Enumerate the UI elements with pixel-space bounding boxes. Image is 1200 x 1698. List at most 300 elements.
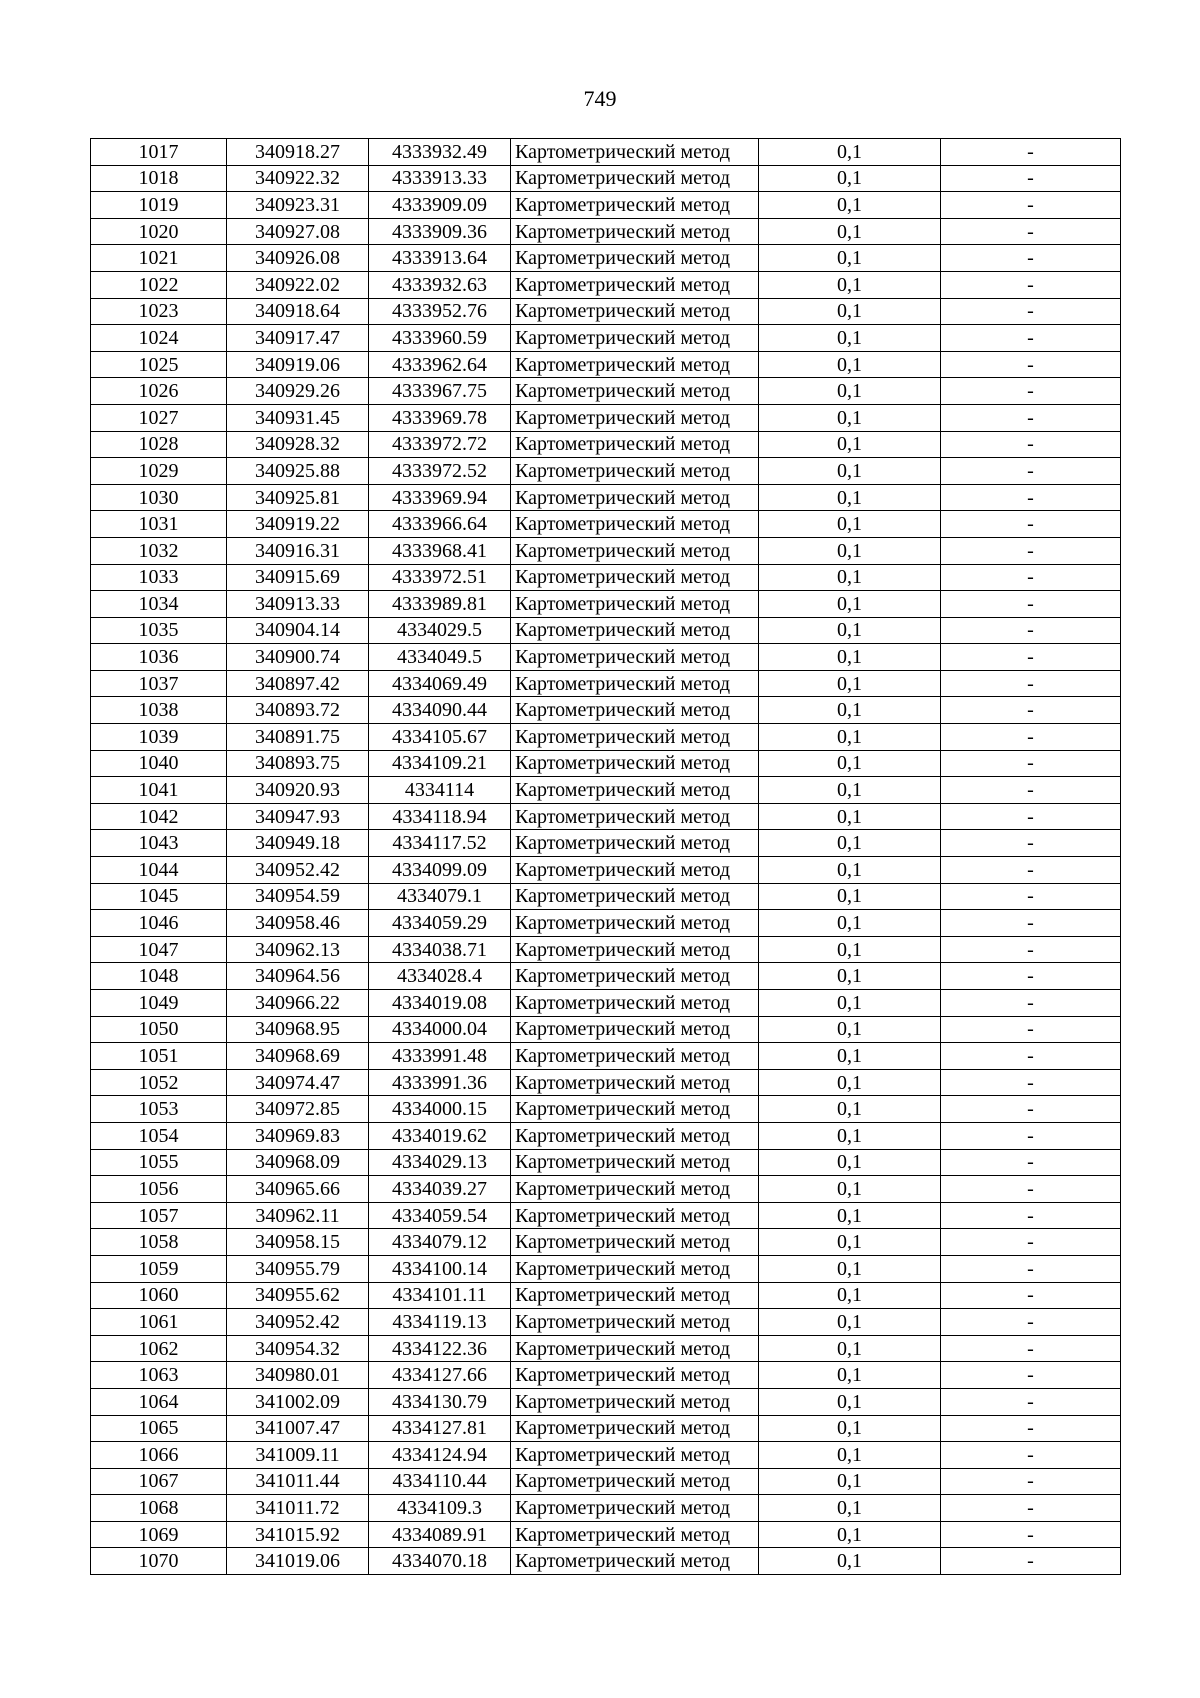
- note-cell: -: [941, 1282, 1121, 1309]
- table-row: [91, 857, 1121, 884]
- x-coordinate-cell: 340966.22: [227, 990, 369, 1017]
- accuracy-cell: 0,1: [759, 963, 941, 990]
- accuracy-cell: 0,1: [759, 670, 941, 697]
- x-coordinate-cell: 340917.47: [227, 325, 369, 352]
- y-coordinate-cell: 4334049.5: [369, 644, 511, 671]
- x-coordinate-cell: 340919.22: [227, 511, 369, 538]
- method-cell: Картометрический метод: [511, 936, 759, 963]
- table-row: [91, 245, 1121, 272]
- y-coordinate-cell: 4333952.76: [369, 298, 511, 325]
- method-cell: Картометрический метод: [511, 777, 759, 804]
- y-coordinate-cell: 4333969.78: [369, 404, 511, 431]
- y-coordinate-cell: 4334039.27: [369, 1176, 511, 1203]
- table-row: [91, 1309, 1121, 1336]
- accuracy-cell: 0,1: [759, 777, 941, 804]
- y-coordinate-cell: 4334000.04: [369, 1016, 511, 1043]
- x-coordinate-cell: 341019.06: [227, 1548, 369, 1575]
- point-number-cell: 1029: [91, 458, 227, 485]
- accuracy-cell: 0,1: [759, 644, 941, 671]
- table-row: [91, 298, 1121, 325]
- x-coordinate-cell: 340969.83: [227, 1122, 369, 1149]
- y-coordinate-cell: 4333989.81: [369, 591, 511, 618]
- table-row: [91, 936, 1121, 963]
- y-coordinate-cell: 4334019.62: [369, 1122, 511, 1149]
- accuracy-cell: 0,1: [759, 1495, 941, 1522]
- table-row: [91, 1016, 1121, 1043]
- y-coordinate-cell: 4334000.15: [369, 1096, 511, 1123]
- note-cell: -: [941, 378, 1121, 405]
- method-cell: Картометрический метод: [511, 1548, 759, 1575]
- y-coordinate-cell: 4334059.29: [369, 910, 511, 937]
- point-number-cell: 1047: [91, 936, 227, 963]
- y-coordinate-cell: 4334122.36: [369, 1335, 511, 1362]
- note-cell: -: [941, 1415, 1121, 1442]
- x-coordinate-cell: 340904.14: [227, 617, 369, 644]
- x-coordinate-cell: 340952.42: [227, 1309, 369, 1336]
- y-coordinate-cell: 4334028.4: [369, 963, 511, 990]
- y-coordinate-cell: 4334127.81: [369, 1415, 511, 1442]
- accuracy-cell: 0,1: [759, 1016, 941, 1043]
- table-row: [91, 1495, 1121, 1522]
- point-number-cell: 1048: [91, 963, 227, 990]
- x-coordinate-cell: 340958.15: [227, 1229, 369, 1256]
- x-coordinate-cell: 340922.02: [227, 271, 369, 298]
- x-coordinate-cell: 340980.01: [227, 1362, 369, 1389]
- coordinates-table-body: [91, 139, 1121, 1575]
- method-cell: Картометрический метод: [511, 1096, 759, 1123]
- method-cell: Картометрический метод: [511, 431, 759, 458]
- x-coordinate-cell: 340925.88: [227, 458, 369, 485]
- point-number-cell: 1024: [91, 325, 227, 352]
- accuracy-cell: 0,1: [759, 1149, 941, 1176]
- accuracy-cell: 0,1: [759, 803, 941, 830]
- method-cell: Картометрический метод: [511, 910, 759, 937]
- accuracy-cell: 0,1: [759, 1548, 941, 1575]
- y-coordinate-cell: 4334090.44: [369, 697, 511, 724]
- y-coordinate-cell: 4334119.13: [369, 1309, 511, 1336]
- y-coordinate-cell: 4333991.36: [369, 1069, 511, 1096]
- y-coordinate-cell: 4334038.71: [369, 936, 511, 963]
- table-row: [91, 1069, 1121, 1096]
- point-number-cell: 1038: [91, 697, 227, 724]
- note-cell: -: [941, 1255, 1121, 1282]
- note-cell: -: [941, 990, 1121, 1017]
- accuracy-cell: 0,1: [759, 1309, 941, 1336]
- method-cell: Картометрический метод: [511, 1255, 759, 1282]
- point-number-cell: 1017: [91, 139, 227, 166]
- accuracy-cell: 0,1: [759, 404, 941, 431]
- point-number-cell: 1061: [91, 1309, 227, 1336]
- accuracy-cell: 0,1: [759, 431, 941, 458]
- point-number-cell: 1027: [91, 404, 227, 431]
- note-cell: -: [941, 245, 1121, 272]
- method-cell: Картометрический метод: [511, 404, 759, 431]
- method-cell: Картометрический метод: [511, 1122, 759, 1149]
- x-coordinate-cell: 340931.45: [227, 404, 369, 431]
- note-cell: -: [941, 617, 1121, 644]
- note-cell: -: [941, 1202, 1121, 1229]
- y-coordinate-cell: 4333969.94: [369, 484, 511, 511]
- method-cell: Картометрический метод: [511, 1176, 759, 1203]
- x-coordinate-cell: 340893.72: [227, 697, 369, 724]
- accuracy-cell: 0,1: [759, 883, 941, 910]
- x-coordinate-cell: 340900.74: [227, 644, 369, 671]
- x-coordinate-cell: 341007.47: [227, 1415, 369, 1442]
- note-cell: -: [941, 1016, 1121, 1043]
- table-row: [91, 271, 1121, 298]
- x-coordinate-cell: 340923.31: [227, 192, 369, 219]
- x-coordinate-cell: 340972.85: [227, 1096, 369, 1123]
- point-number-cell: 1030: [91, 484, 227, 511]
- method-cell: Картометрический метод: [511, 351, 759, 378]
- method-cell: Картометрический метод: [511, 218, 759, 245]
- point-number-cell: 1023: [91, 298, 227, 325]
- method-cell: Картометрический метод: [511, 963, 759, 990]
- point-number-cell: 1032: [91, 537, 227, 564]
- point-number-cell: 1031: [91, 511, 227, 538]
- point-number-cell: 1041: [91, 777, 227, 804]
- point-number-cell: 1039: [91, 724, 227, 751]
- method-cell: Картометрический метод: [511, 1521, 759, 1548]
- table-row: [91, 484, 1121, 511]
- accuracy-cell: 0,1: [759, 910, 941, 937]
- note-cell: -: [941, 404, 1121, 431]
- x-coordinate-cell: 341011.72: [227, 1495, 369, 1522]
- method-cell: Картометрический метод: [511, 139, 759, 166]
- x-coordinate-cell: 340922.32: [227, 165, 369, 192]
- note-cell: -: [941, 1388, 1121, 1415]
- accuracy-cell: 0,1: [759, 1122, 941, 1149]
- method-cell: Картометрический метод: [511, 830, 759, 857]
- table-row: [91, 990, 1121, 1017]
- y-coordinate-cell: 4334101.11: [369, 1282, 511, 1309]
- point-number-cell: 1021: [91, 245, 227, 272]
- method-cell: Картометрический метод: [511, 857, 759, 884]
- y-coordinate-cell: 4334019.08: [369, 990, 511, 1017]
- x-coordinate-cell: 340952.42: [227, 857, 369, 884]
- y-coordinate-cell: 4333972.52: [369, 458, 511, 485]
- coordinates-table: [90, 138, 1121, 1575]
- method-cell: Картометрический метод: [511, 1309, 759, 1336]
- point-number-cell: 1049: [91, 990, 227, 1017]
- point-number-cell: 1020: [91, 218, 227, 245]
- point-number-cell: 1042: [91, 803, 227, 830]
- note-cell: -: [941, 724, 1121, 751]
- note-cell: -: [941, 910, 1121, 937]
- accuracy-cell: 0,1: [759, 724, 941, 751]
- x-coordinate-cell: 340929.26: [227, 378, 369, 405]
- note-cell: -: [941, 165, 1121, 192]
- method-cell: Картометрический метод: [511, 591, 759, 618]
- point-number-cell: 1069: [91, 1521, 227, 1548]
- point-number-cell: 1018: [91, 165, 227, 192]
- accuracy-cell: 0,1: [759, 564, 941, 591]
- x-coordinate-cell: 341011.44: [227, 1468, 369, 1495]
- point-number-cell: 1022: [91, 271, 227, 298]
- y-coordinate-cell: 4333972.72: [369, 431, 511, 458]
- y-coordinate-cell: 4334117.52: [369, 830, 511, 857]
- y-coordinate-cell: 4334079.12: [369, 1229, 511, 1256]
- note-cell: -: [941, 1069, 1121, 1096]
- method-cell: Картометрический метод: [511, 511, 759, 538]
- table-row: [91, 1096, 1121, 1123]
- point-number-cell: 1050: [91, 1016, 227, 1043]
- x-coordinate-cell: 340893.75: [227, 750, 369, 777]
- note-cell: -: [941, 936, 1121, 963]
- point-number-cell: 1037: [91, 670, 227, 697]
- x-coordinate-cell: 340974.47: [227, 1069, 369, 1096]
- x-coordinate-cell: 340955.79: [227, 1255, 369, 1282]
- y-coordinate-cell: 4334110.44: [369, 1468, 511, 1495]
- note-cell: -: [941, 271, 1121, 298]
- y-coordinate-cell: 4333968.41: [369, 537, 511, 564]
- y-coordinate-cell: 4334029.13: [369, 1149, 511, 1176]
- y-coordinate-cell: 4333966.64: [369, 511, 511, 538]
- table-row: [91, 537, 1121, 564]
- accuracy-cell: 0,1: [759, 1043, 941, 1070]
- method-cell: Картометрический метод: [511, 644, 759, 671]
- note-cell: -: [941, 963, 1121, 990]
- table-row: [91, 1229, 1121, 1256]
- accuracy-cell: 0,1: [759, 1521, 941, 1548]
- x-coordinate-cell: 340915.69: [227, 564, 369, 591]
- note-cell: -: [941, 192, 1121, 219]
- accuracy-cell: 0,1: [759, 458, 941, 485]
- x-coordinate-cell: 341015.92: [227, 1521, 369, 1548]
- table-row: [91, 1521, 1121, 1548]
- method-cell: Картометрический метод: [511, 271, 759, 298]
- x-coordinate-cell: 340947.93: [227, 803, 369, 830]
- table-row: [91, 511, 1121, 538]
- y-coordinate-cell: 4334100.14: [369, 1255, 511, 1282]
- point-number-cell: 1056: [91, 1176, 227, 1203]
- x-coordinate-cell: 340927.08: [227, 218, 369, 245]
- point-number-cell: 1036: [91, 644, 227, 671]
- x-coordinate-cell: 340891.75: [227, 724, 369, 751]
- y-coordinate-cell: 4333967.75: [369, 378, 511, 405]
- method-cell: Картометрический метод: [511, 1468, 759, 1495]
- accuracy-cell: 0,1: [759, 857, 941, 884]
- accuracy-cell: 0,1: [759, 537, 941, 564]
- accuracy-cell: 0,1: [759, 617, 941, 644]
- point-number-cell: 1067: [91, 1468, 227, 1495]
- table-row: [91, 1122, 1121, 1149]
- point-number-cell: 1065: [91, 1415, 227, 1442]
- note-cell: -: [941, 883, 1121, 910]
- note-cell: -: [941, 431, 1121, 458]
- note-cell: -: [941, 1043, 1121, 1070]
- accuracy-cell: 0,1: [759, 1176, 941, 1203]
- table-row: [91, 1388, 1121, 1415]
- method-cell: Картометрический метод: [511, 803, 759, 830]
- accuracy-cell: 0,1: [759, 192, 941, 219]
- table-row: [91, 724, 1121, 751]
- point-number-cell: 1034: [91, 591, 227, 618]
- table-row: [91, 1202, 1121, 1229]
- table-row: [91, 325, 1121, 352]
- point-number-cell: 1052: [91, 1069, 227, 1096]
- accuracy-cell: 0,1: [759, 298, 941, 325]
- note-cell: -: [941, 139, 1121, 166]
- table-row: [91, 404, 1121, 431]
- point-number-cell: 1045: [91, 883, 227, 910]
- y-coordinate-cell: 4334029.5: [369, 617, 511, 644]
- accuracy-cell: 0,1: [759, 990, 941, 1017]
- point-number-cell: 1058: [91, 1229, 227, 1256]
- table-row: [91, 1442, 1121, 1469]
- x-coordinate-cell: 340958.46: [227, 910, 369, 937]
- accuracy-cell: 0,1: [759, 1415, 941, 1442]
- note-cell: -: [941, 1468, 1121, 1495]
- accuracy-cell: 0,1: [759, 591, 941, 618]
- note-cell: -: [941, 591, 1121, 618]
- x-coordinate-cell: 341009.11: [227, 1442, 369, 1469]
- y-coordinate-cell: 4333972.51: [369, 564, 511, 591]
- y-coordinate-cell: 4334109.21: [369, 750, 511, 777]
- accuracy-cell: 0,1: [759, 697, 941, 724]
- table-row: [91, 591, 1121, 618]
- x-coordinate-cell: 340968.95: [227, 1016, 369, 1043]
- x-coordinate-cell: 340968.09: [227, 1149, 369, 1176]
- table-row: [91, 351, 1121, 378]
- y-coordinate-cell: 4334127.66: [369, 1362, 511, 1389]
- point-number-cell: 1059: [91, 1255, 227, 1282]
- table-row: [91, 1362, 1121, 1389]
- table-row: [91, 963, 1121, 990]
- x-coordinate-cell: 340949.18: [227, 830, 369, 857]
- table-row: [91, 644, 1121, 671]
- method-cell: Картометрический метод: [511, 724, 759, 751]
- y-coordinate-cell: 4333913.64: [369, 245, 511, 272]
- x-coordinate-cell: 340918.64: [227, 298, 369, 325]
- point-number-cell: 1060: [91, 1282, 227, 1309]
- y-coordinate-cell: 4334079.1: [369, 883, 511, 910]
- table-row: [91, 165, 1121, 192]
- note-cell: -: [941, 670, 1121, 697]
- method-cell: Картометрический метод: [511, 484, 759, 511]
- point-number-cell: 1040: [91, 750, 227, 777]
- method-cell: Картометрический метод: [511, 1069, 759, 1096]
- x-coordinate-cell: 340964.56: [227, 963, 369, 990]
- table-row: [91, 218, 1121, 245]
- y-coordinate-cell: 4333909.36: [369, 218, 511, 245]
- note-cell: -: [941, 458, 1121, 485]
- table-row: [91, 803, 1121, 830]
- method-cell: Картометрический метод: [511, 458, 759, 485]
- table-row: [91, 1468, 1121, 1495]
- note-cell: -: [941, 697, 1121, 724]
- point-number-cell: 1019: [91, 192, 227, 219]
- note-cell: -: [941, 803, 1121, 830]
- table-row: [91, 1335, 1121, 1362]
- x-coordinate-cell: 340962.11: [227, 1202, 369, 1229]
- method-cell: Картометрический метод: [511, 990, 759, 1017]
- y-coordinate-cell: 4334114: [369, 777, 511, 804]
- accuracy-cell: 0,1: [759, 1202, 941, 1229]
- note-cell: -: [941, 298, 1121, 325]
- note-cell: -: [941, 1495, 1121, 1522]
- method-cell: Картометрический метод: [511, 1016, 759, 1043]
- accuracy-cell: 0,1: [759, 1442, 941, 1469]
- accuracy-cell: 0,1: [759, 1468, 941, 1495]
- point-number-cell: 1062: [91, 1335, 227, 1362]
- x-coordinate-cell: 340925.81: [227, 484, 369, 511]
- page-number: 749: [583, 86, 617, 111]
- method-cell: Картометрический метод: [511, 1415, 759, 1442]
- accuracy-cell: 0,1: [759, 1096, 941, 1123]
- x-coordinate-cell: 340955.62: [227, 1282, 369, 1309]
- accuracy-cell: 0,1: [759, 1229, 941, 1256]
- point-number-cell: 1026: [91, 378, 227, 405]
- y-coordinate-cell: 4334118.94: [369, 803, 511, 830]
- accuracy-cell: 0,1: [759, 511, 941, 538]
- table-row: [91, 883, 1121, 910]
- point-number-cell: 1051: [91, 1043, 227, 1070]
- method-cell: Картометрический метод: [511, 1495, 759, 1522]
- accuracy-cell: 0,1: [759, 830, 941, 857]
- accuracy-cell: 0,1: [759, 378, 941, 405]
- method-cell: Картометрический метод: [511, 883, 759, 910]
- note-cell: -: [941, 1335, 1121, 1362]
- accuracy-cell: 0,1: [759, 1335, 941, 1362]
- table-row: [91, 564, 1121, 591]
- accuracy-cell: 0,1: [759, 271, 941, 298]
- y-coordinate-cell: 4334070.18: [369, 1548, 511, 1575]
- note-cell: -: [941, 537, 1121, 564]
- method-cell: Картометрический метод: [511, 617, 759, 644]
- y-coordinate-cell: 4334109.3: [369, 1495, 511, 1522]
- accuracy-cell: 0,1: [759, 484, 941, 511]
- note-cell: -: [941, 351, 1121, 378]
- accuracy-cell: 0,1: [759, 1388, 941, 1415]
- method-cell: Картометрический метод: [511, 298, 759, 325]
- accuracy-cell: 0,1: [759, 750, 941, 777]
- point-number-cell: 1033: [91, 564, 227, 591]
- x-coordinate-cell: 340916.31: [227, 537, 369, 564]
- point-number-cell: 1043: [91, 830, 227, 857]
- method-cell: Картометрический метод: [511, 1202, 759, 1229]
- y-coordinate-cell: 4334105.67: [369, 724, 511, 751]
- note-cell: -: [941, 857, 1121, 884]
- point-number-cell: 1035: [91, 617, 227, 644]
- x-coordinate-cell: 340965.66: [227, 1176, 369, 1203]
- y-coordinate-cell: 4333909.09: [369, 192, 511, 219]
- method-cell: Картометрический метод: [511, 1282, 759, 1309]
- accuracy-cell: 0,1: [759, 325, 941, 352]
- note-cell: -: [941, 1548, 1121, 1575]
- table-row: [91, 378, 1121, 405]
- method-cell: Картометрический метод: [511, 192, 759, 219]
- y-coordinate-cell: 4333913.33: [369, 165, 511, 192]
- note-cell: -: [941, 325, 1121, 352]
- accuracy-cell: 0,1: [759, 139, 941, 166]
- y-coordinate-cell: 4334059.54: [369, 1202, 511, 1229]
- note-cell: -: [941, 1229, 1121, 1256]
- y-coordinate-cell: 4334130.79: [369, 1388, 511, 1415]
- note-cell: -: [941, 1362, 1121, 1389]
- point-number-cell: 1063: [91, 1362, 227, 1389]
- note-cell: -: [941, 511, 1121, 538]
- point-number-cell: 1046: [91, 910, 227, 937]
- table-row: [91, 697, 1121, 724]
- x-coordinate-cell: 340920.93: [227, 777, 369, 804]
- x-coordinate-cell: 340968.69: [227, 1043, 369, 1070]
- table-row: [91, 1415, 1121, 1442]
- table-row: [91, 1149, 1121, 1176]
- table-row: [91, 750, 1121, 777]
- accuracy-cell: 0,1: [759, 218, 941, 245]
- y-coordinate-cell: 4333991.48: [369, 1043, 511, 1070]
